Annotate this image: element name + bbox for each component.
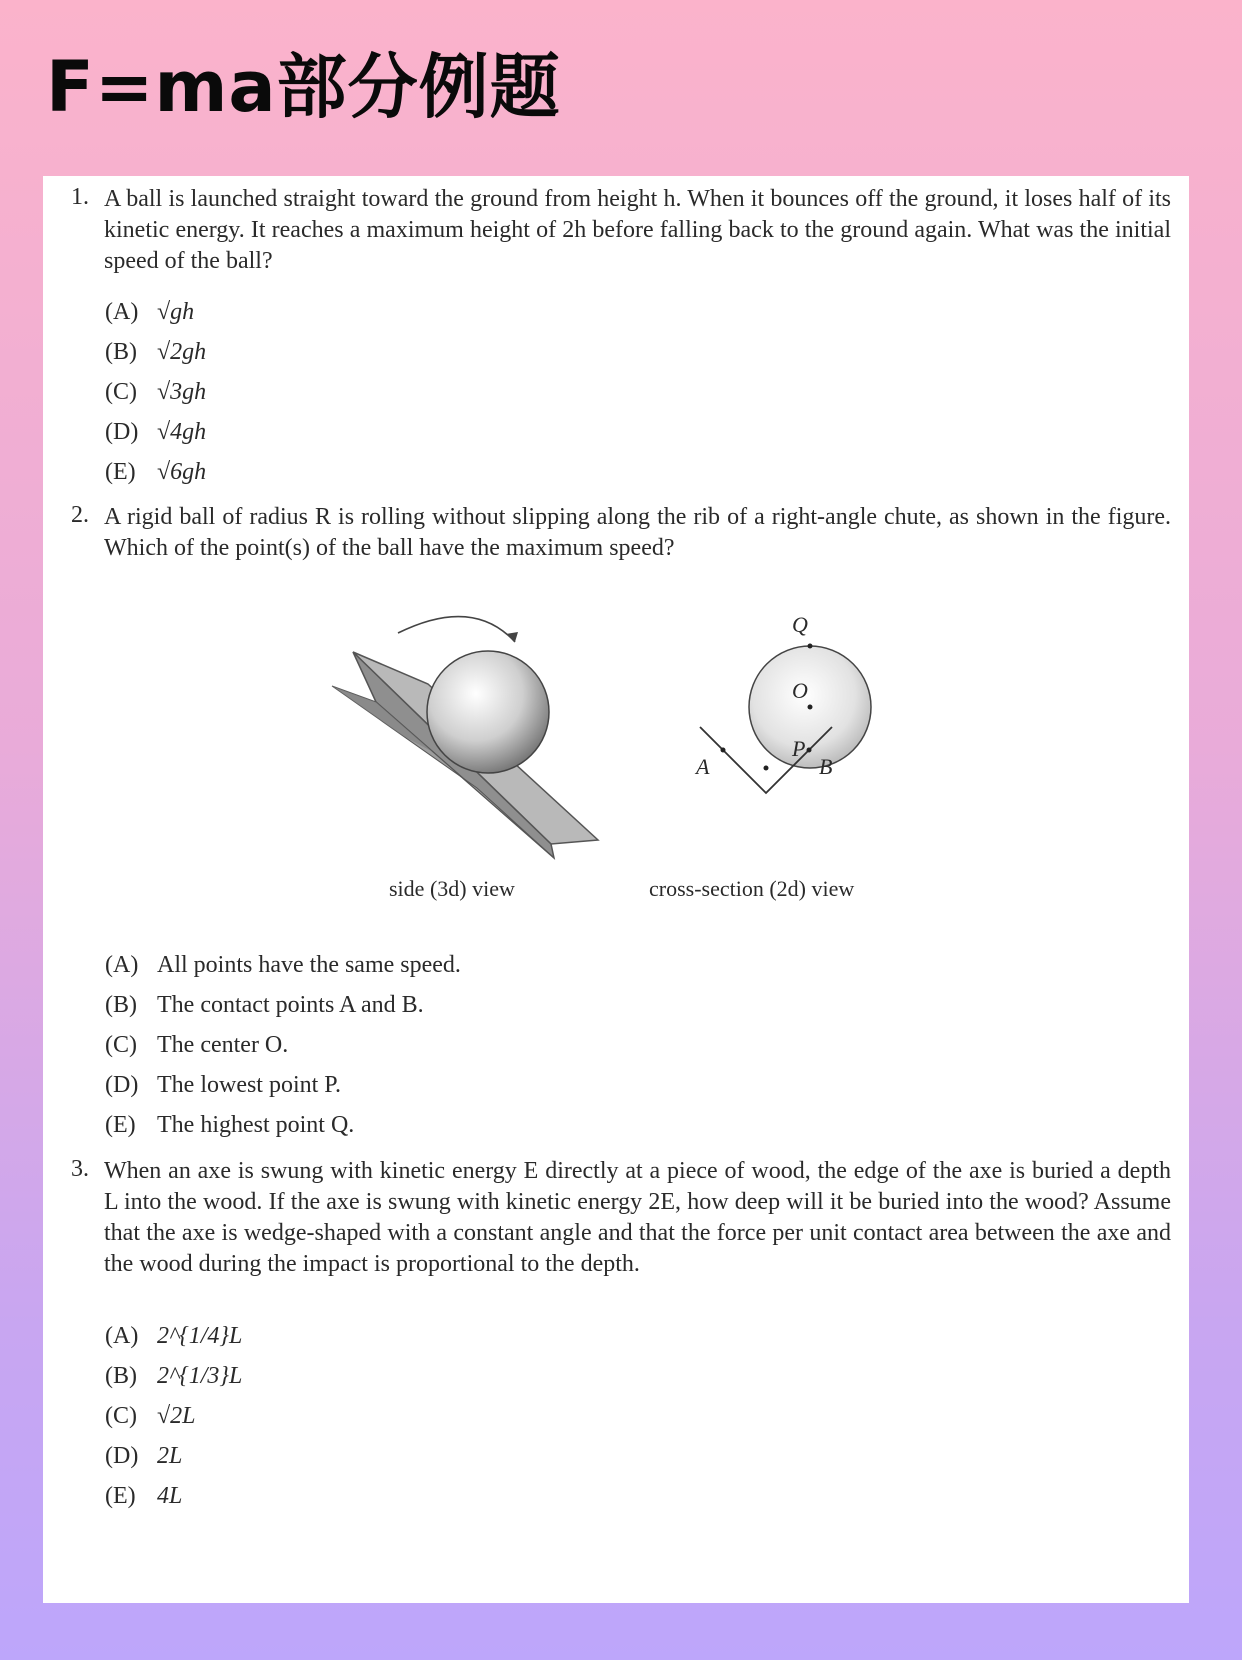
question-number: 3.: [71, 1156, 89, 1182]
option-text: 4L: [157, 1483, 183, 1509]
option-text: All points have the same speed.: [157, 952, 461, 978]
label-a: A: [696, 754, 710, 779]
point-a: [721, 748, 726, 753]
option-letter: (E): [105, 459, 136, 485]
option-letter: (B): [105, 339, 137, 365]
option-letter: (D): [105, 1072, 139, 1098]
option-3c[interactable]: [105, 1396, 242, 1436]
option-letter: (C): [105, 1032, 137, 1058]
question-number: 2.: [71, 502, 89, 528]
question-text: A rigid ball of radius R is rolling without slipping along the rib of a right-angle chute, as shown in the figure. Which of the point(s) of the ball have the maximum speed?: [104, 504, 1171, 561]
question-text: When an axe is swung with kinetic energy E directly at a piece of wood, the edge of the axe is buried a depth L into the wood. If the axe is swung with kinetic energy 2E, how deep will it be buried into the wood? Assume that the axe is wedge-shaped with a constant angle and that the force per unit contact area between the axe and the wood during the impact is proportional to the depth.: [104, 1158, 1171, 1277]
option-letter: (B): [105, 1363, 137, 1389]
options-list-2: [105, 945, 461, 1145]
question-number: 1.: [71, 184, 89, 210]
option-letter: (E): [105, 1112, 136, 1138]
option-letter: (A): [105, 952, 139, 978]
option-text: The highest point Q.: [157, 1112, 355, 1138]
option-2e[interactable]: [105, 1105, 461, 1145]
option-text: √2gh: [157, 339, 207, 365]
option-letter: (C): [105, 379, 137, 405]
chute-figure: [43, 176, 1189, 936]
option-2c[interactable]: [105, 1025, 461, 1065]
point-b: [807, 748, 812, 753]
option-text: The lowest point P.: [157, 1072, 341, 1098]
option-3b[interactable]: [105, 1356, 242, 1396]
option-text: √6gh: [157, 459, 207, 485]
ball-side: [427, 651, 549, 773]
option-text: √2L: [157, 1403, 196, 1429]
option-text: The contact points A and B.: [157, 992, 424, 1018]
option-text: 2L: [157, 1443, 183, 1469]
point-q: [808, 644, 813, 649]
question-text: A ball is launched straight toward the ground from height h. When it bounces off the ground, it loses half of its kinetic energy. It reaches a maximum height of 2h before falling back to the ground again. What was the initial speed of the ball?: [104, 186, 1171, 274]
option-text: √gh: [157, 299, 195, 325]
option-letter: (A): [105, 1323, 139, 1349]
option-3a[interactable]: [105, 1316, 242, 1356]
side-view-caption: side (3d) view: [389, 876, 515, 901]
option-text: 2^{1/3}L: [157, 1363, 243, 1389]
option-letter: (C): [105, 1403, 137, 1429]
option-2d[interactable]: [105, 1065, 461, 1105]
option-letter: (D): [105, 419, 139, 445]
cross-section-caption: cross-section (2d) view: [649, 876, 855, 901]
label-b: B: [819, 754, 833, 779]
option-3e[interactable]: [105, 1476, 242, 1516]
option-text: 2^{1/4}L: [157, 1323, 243, 1349]
page-title: F=ma部分例题: [46, 46, 561, 128]
option-letter: (B): [105, 992, 137, 1018]
point-o: [808, 705, 813, 710]
cross-section-view: [700, 644, 871, 794]
option-text: √3gh: [157, 379, 207, 405]
question-3: [71, 1156, 1171, 1280]
label-o: O: [792, 678, 808, 703]
option-letter: (A): [105, 299, 139, 325]
label-p: P: [792, 736, 806, 761]
label-q: Q: [792, 612, 808, 637]
options-list-3: [105, 1316, 242, 1516]
option-text: The center O.: [157, 1032, 289, 1058]
side-view-chute: [332, 617, 598, 858]
option-text: √4gh: [157, 419, 207, 445]
option-letter: (D): [105, 1443, 139, 1469]
point-p: [764, 766, 769, 771]
option-letter: (E): [105, 1483, 136, 1509]
option-3d[interactable]: [105, 1436, 242, 1476]
question-sheet: [43, 176, 1189, 1603]
option-2b[interactable]: [105, 985, 461, 1025]
rotation-arrow: [398, 617, 515, 642]
option-2a[interactable]: [105, 945, 461, 985]
